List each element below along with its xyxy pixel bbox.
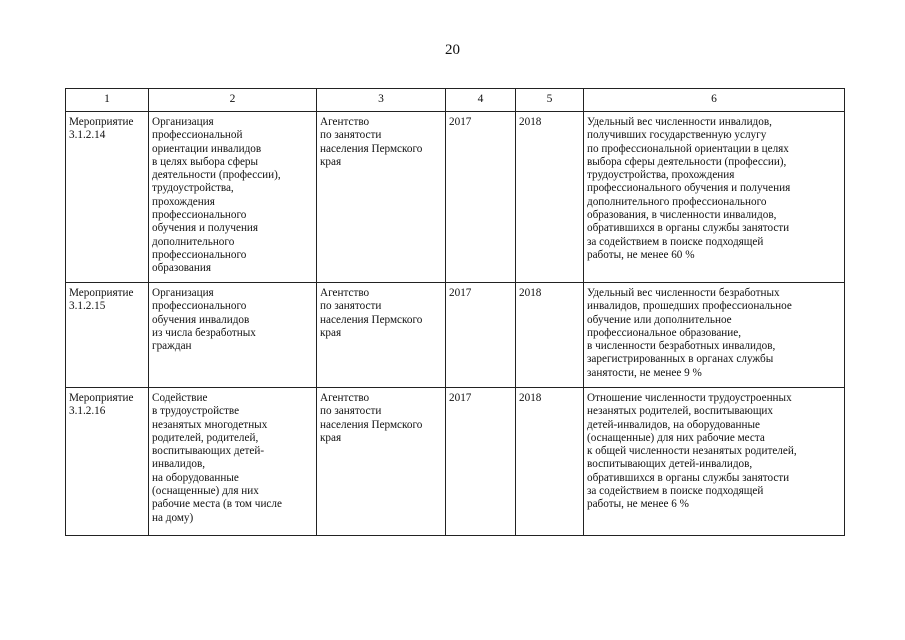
text-line: 2017 (449, 287, 472, 299)
text-line: по профессиональной ориентации в целях (587, 142, 789, 155)
text-line: выбора сферы деятельности (профессии), (587, 155, 787, 168)
text-line: по занятости (320, 405, 382, 418)
measures-table (65, 88, 845, 536)
text-line: Агентство (320, 392, 370, 404)
text-line: профессиональное образование, (587, 326, 742, 339)
text-line: за содействием в поиске подходящей (587, 485, 764, 498)
start-year-cell (446, 388, 516, 536)
description-cell (149, 283, 317, 388)
measure-cell (66, 283, 149, 388)
table-header-row (66, 89, 845, 112)
indicator-cell (584, 283, 845, 388)
text-line: дополнительного (152, 235, 235, 248)
text-line: профессионального (152, 300, 247, 313)
text-line: населения Пермского (320, 418, 423, 431)
text-line: (оснащенные) для них (152, 485, 259, 498)
text-line: образования (152, 262, 212, 275)
text-line: населения Пермского (320, 313, 423, 326)
text-line: Организация (152, 287, 214, 299)
text-line: края (320, 326, 342, 339)
text-line: Мероприятие (69, 116, 134, 128)
text-line: обучения инвалидов (152, 313, 250, 326)
text-line: обратившихся в органы службы занятости (587, 222, 790, 235)
measure-cell (66, 388, 149, 536)
column-header: 2 (149, 89, 317, 112)
end-year-cell (516, 112, 584, 283)
text-line: деятельности (профессии), (152, 169, 281, 182)
column-header: 5 (516, 89, 584, 112)
text-line: профессионального обучения и получения (587, 182, 791, 195)
text-line: края (320, 155, 342, 168)
text-line: детей-инвалидов, на оборудованные (587, 418, 760, 431)
text-line: к общей численности незанятых родителей, (587, 445, 797, 458)
text-line: родителей, родителей, (152, 431, 259, 444)
text-line: трудоустройства, прохождения (587, 169, 735, 182)
description-cell (149, 112, 317, 283)
text-line: 2017 (449, 392, 472, 404)
text-line: профессиональной (152, 129, 243, 142)
text-line: обучения и получения (152, 222, 259, 235)
text-line: воспитывающих детей- (152, 445, 265, 458)
text-line: Агентство (320, 116, 370, 128)
text-line: 2018 (519, 287, 542, 299)
text-line: в целях выбора сферы (152, 155, 259, 168)
column-header: 3 (317, 89, 446, 112)
page-number: 20 (445, 42, 460, 58)
executor-cell (317, 283, 446, 388)
table-row (66, 283, 845, 388)
text-line: 3.1.2.14 (69, 129, 106, 142)
text-line: рабочие места (в том числе (152, 498, 282, 511)
text-line: занятости, не менее 9 % (587, 366, 702, 379)
table-row (66, 388, 845, 536)
text-line: 2018 (519, 116, 542, 128)
text-line: ориентации инвалидов (152, 142, 262, 155)
text-line: за содействием в поиске подходящей (587, 235, 764, 248)
text-line: Организация (152, 116, 214, 128)
text-line: Отношение численности трудоустроенных (587, 392, 792, 404)
text-line: инвалидов, (152, 458, 206, 471)
indicator-cell (584, 388, 845, 536)
text-line: 3.1.2.15 (69, 300, 106, 313)
text-line: зарегистрированных в органах службы (587, 353, 774, 366)
text-line: инвалидов, прошедших профессиональное (587, 300, 792, 313)
start-year-cell (446, 283, 516, 388)
text-line: 3.1.2.16 (69, 405, 106, 418)
text-line: профессионального (152, 248, 247, 261)
table-row (66, 112, 845, 283)
text-line: обучение или дополнительное (587, 313, 732, 326)
text-line: воспитывающих детей-инвалидов, (587, 458, 753, 471)
text-line: Мероприятие (69, 287, 134, 299)
description-cell (149, 388, 317, 536)
start-year-cell (446, 112, 516, 283)
text-line: на оборудованные (152, 471, 239, 484)
text-line: по занятости (320, 129, 382, 142)
text-line: в трудоустройстве (152, 405, 240, 418)
text-line: трудоустройства, (152, 182, 234, 195)
column-header: 6 (584, 89, 845, 112)
text-line: профессионального (152, 209, 247, 222)
text-line: населения Пермского (320, 142, 423, 155)
text-line: граждан (152, 340, 192, 353)
text-line: из числа безработных (152, 326, 256, 339)
executor-cell (317, 388, 446, 536)
text-line: образования, в численности инвалидов, (587, 209, 777, 222)
text-line: незанятых многодетных (152, 418, 268, 431)
indicator-cell (584, 112, 845, 283)
text-line: 2017 (449, 116, 472, 128)
column-header: 1 (66, 89, 149, 112)
text-line: дополнительного профессионального (587, 195, 767, 208)
text-line: края (320, 431, 342, 444)
text-line: в численности безработных инвалидов, (587, 340, 776, 353)
text-line: получивших государственную услугу (587, 129, 767, 142)
text-line: по занятости (320, 300, 382, 313)
text-line: Удельный вес численности безработных (587, 287, 780, 299)
text-line: на дому) (152, 511, 194, 524)
text-line: Удельный вес численности инвалидов, (587, 116, 772, 128)
text-line: Мероприятие (69, 392, 134, 404)
text-line: (оснащенные) для них рабочие места (587, 431, 765, 444)
text-line: работы, не менее 60 % (587, 248, 695, 261)
text-line: прохождения (152, 195, 215, 208)
measure-cell (66, 112, 149, 283)
column-header: 4 (446, 89, 516, 112)
text-line: обратившихся в органы службы занятости (587, 471, 790, 484)
text-line: работы, не менее 6 % (587, 498, 689, 511)
end-year-cell (516, 388, 584, 536)
text-line: незанятых родителей, воспитывающих (587, 405, 774, 418)
text-line: Содействие (152, 392, 208, 404)
executor-cell (317, 112, 446, 283)
end-year-cell (516, 283, 584, 388)
text-line: Агентство (320, 287, 370, 299)
text-line: 2018 (519, 392, 542, 404)
